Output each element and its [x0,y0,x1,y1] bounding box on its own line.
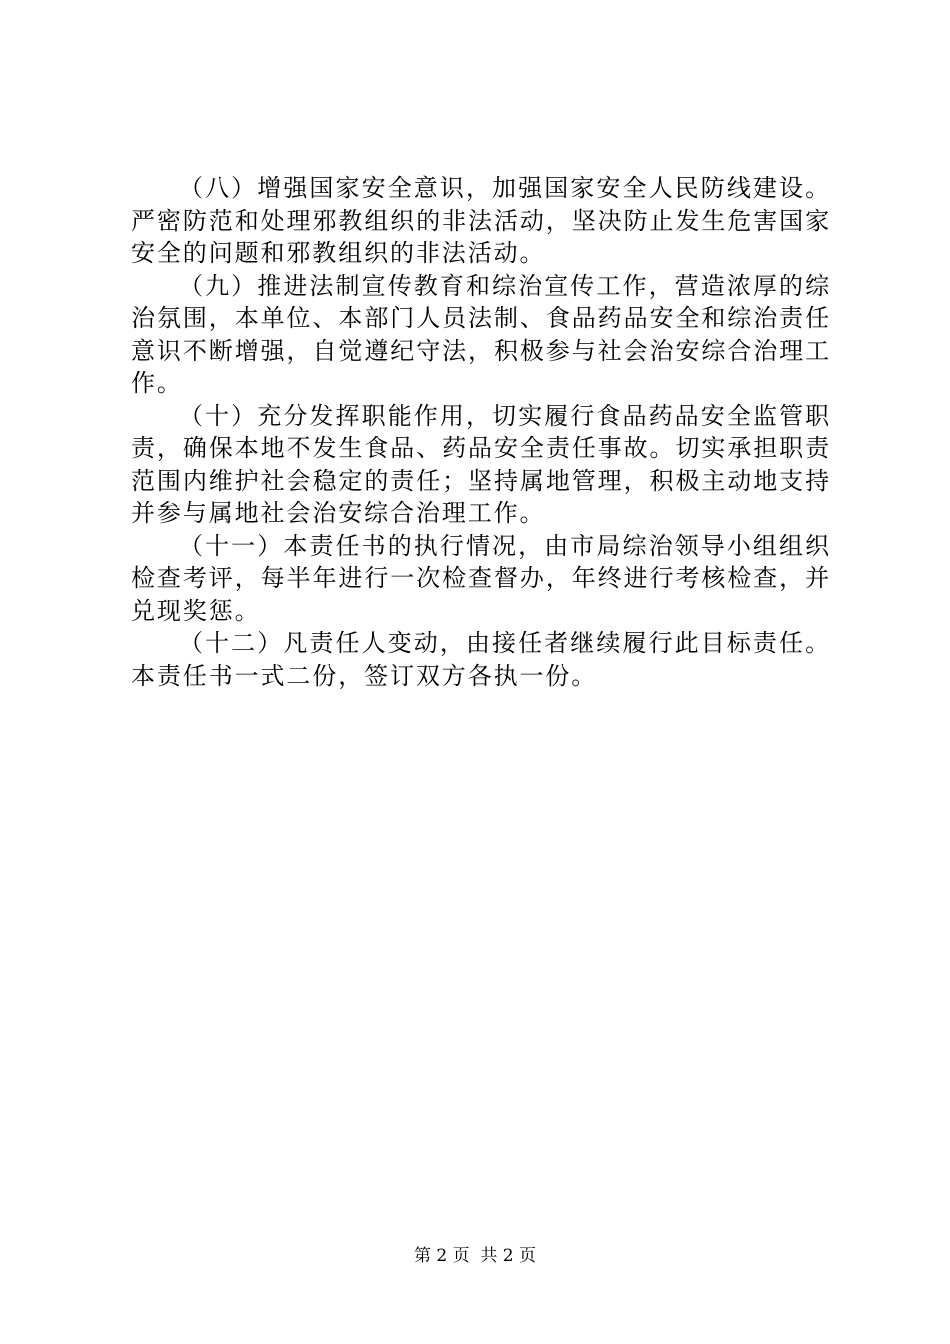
page-number: 第 2 页 共 2 页 [413,1246,537,1266]
paragraph-11: （十一）本责任书的执行情况，由市局综治领导小组组织检查考评，每半年进行一次检查督办，年终进行考核检查，并兑现奖惩。 [131,531,831,625]
paragraph-10: （十）充分发挥职能作用，切实履行食品药品安全监管职责，确保本地不发生食品、药品安全责任事故。切实承担职责范围内维护社会稳定的责任；坚持属地管理，积极主动地支持并参与属地社会治安综合治理工作。 [131,401,831,527]
paragraph-12: （十二）凡责任人变动，由接任者继续履行此目标责任。本责任书一式二份，签订双方各执一份。 [131,629,831,690]
paragraph-9: （九）推进法制宣传教育和综治宣传工作，营造浓厚的综治氛围，本单位、本部门人员法制、食品药品安全和综治责任意识不断增强，自觉遵纪守法，积极参与社会治安综合治理工作。 [131,271,831,397]
page-footer [0,1245,950,1267]
document-body [131,172,831,692]
paragraph-8: （八）增强国家安全意识，加强国家安全人民防线建设。严密防范和处理邪教组织的非法活动，坚决防止发生危害国家安全的问题和邪教组织的非法活动。 [131,174,831,267]
